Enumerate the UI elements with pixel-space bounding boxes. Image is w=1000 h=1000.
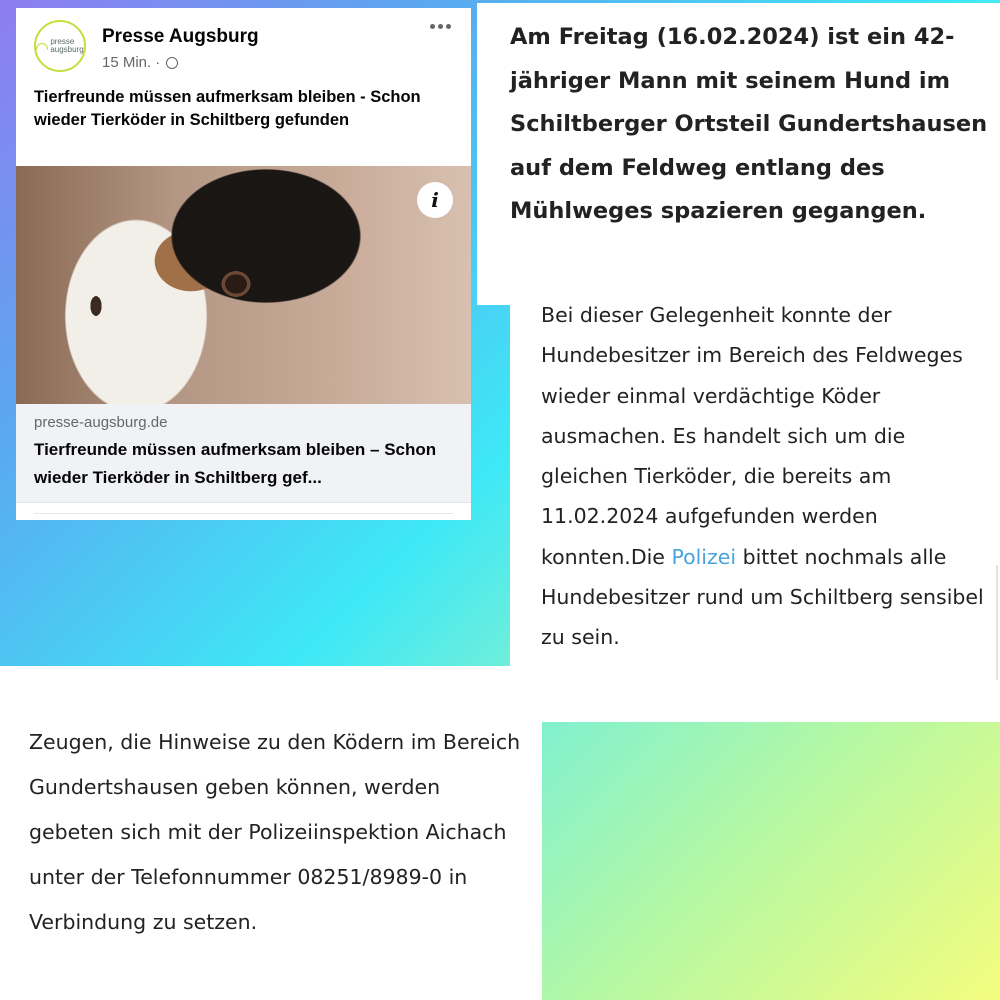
- divider: [34, 513, 453, 514]
- avatar[interactable]: [34, 20, 86, 72]
- facebook-post-card: [16, 8, 471, 520]
- globe-icon: [166, 57, 178, 69]
- link-title: Tierfreunde müssen aufmerksam bleiben – Schon wieder Tierköder in Schiltberg gef...: [34, 440, 437, 487]
- link-preview[interactable]: [16, 404, 471, 503]
- post-text: Tierfreunde müssen aufmerksam bleiben - Schon wieder Tierköder in Schiltberg gefunden: [34, 88, 421, 129]
- avatar-text-line2: augsburg: [50, 45, 84, 54]
- link-domain: presse-augsburg.de: [34, 414, 168, 431]
- page-name-link[interactable]: Presse Augsburg: [102, 26, 259, 47]
- polizei-link[interactable]: Polizei: [671, 544, 737, 569]
- dog-photo[interactable]: [16, 166, 471, 404]
- info-icon[interactable]: i: [417, 182, 453, 218]
- post-meta: [102, 54, 178, 71]
- mountain-logo-icon: [36, 43, 48, 50]
- article-paragraph-1: [541, 295, 991, 658]
- post-time[interactable]: 15 Min.: [102, 54, 152, 71]
- more-options-icon[interactable]: [430, 24, 451, 29]
- article-lead: Am Freitag (16.02.2024) ist ein 42-jähriger Mann mit seinem Hund im Schiltberger Ortsteil Gundertshausen auf dem Feldweg entlang des Mühlweges spazieren gegangen.: [510, 24, 988, 224]
- meta-separator: ·: [155, 54, 161, 71]
- para1-text-after: bittet nochmals alle Hundebesitzer rund um Schiltberg sensibel zu sein.: [541, 544, 984, 650]
- para1-text-before: Bei dieser Gelegenheit konnte der Hundebesitzer im Bereich des Feldweges wieder einmal verdächtige Köder ausmachen. Es handelt sich um die gleichen Tierköder, die bereits am 11.02.2024 aufgefunden werden konnten.Die: [541, 303, 963, 569]
- avatar-text-line1: presse: [50, 37, 75, 46]
- scrollbar[interactable]: [996, 565, 998, 680]
- article-paragraph-2: Zeugen, die Hinweise zu den Ködern im Bereich Gundertshausen geben können, werden gebeten sich mit der Polizeiinspektion Aichach unter der Telefonnummer 08251/8989-0 in Verbindung zu setzen.: [29, 730, 521, 934]
